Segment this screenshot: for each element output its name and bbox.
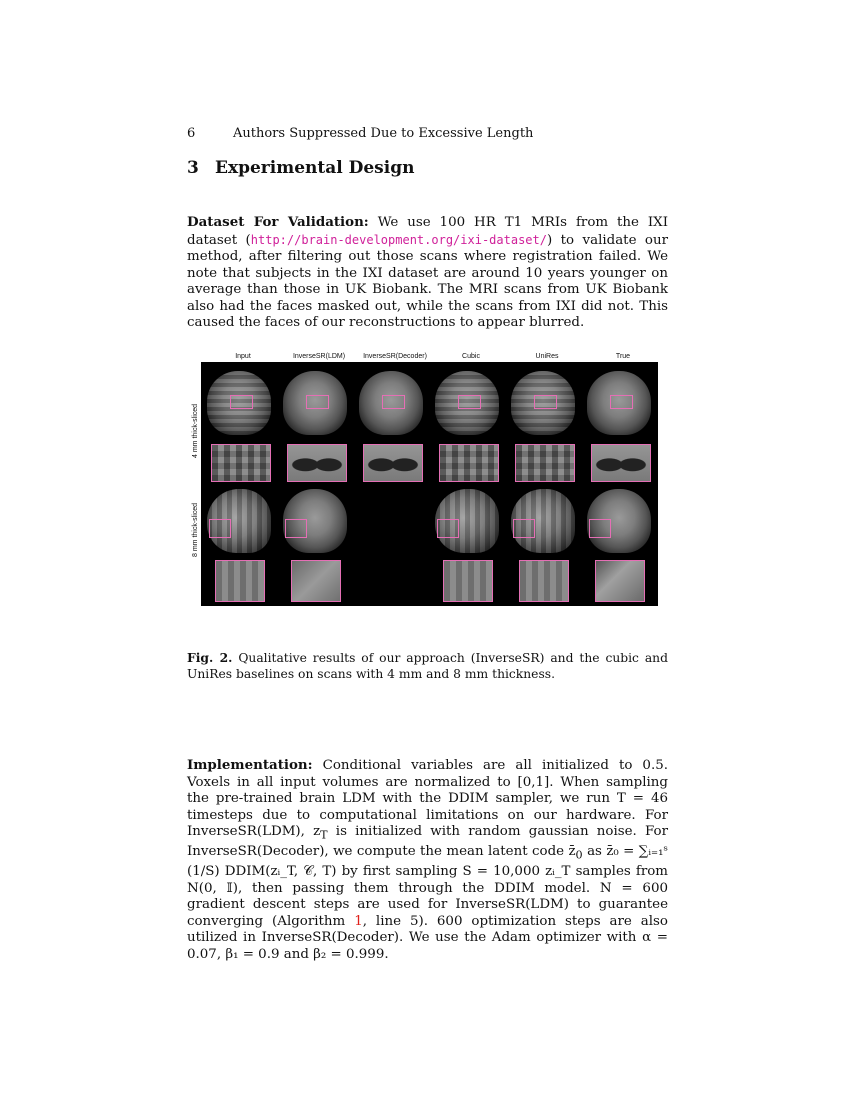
zoom-4mm-true <box>591 444 651 482</box>
running-title: Authors Suppressed Due to Excessive Length <box>233 126 534 141</box>
impl-text-4: , line 5). 600 optimization steps are also utilized in InverseSR(Decoder). We use the Adam optimizer with α = 0.07, β₁ = 0.9 and β₂ = 0.999. <box>187 913 668 962</box>
mri-4mm-unires <box>505 364 581 440</box>
dataset-text-1: We use 100 HR T1 MRIs from the IXI dataset ( <box>187 215 668 248</box>
dataset-heading: Dataset For Validation: <box>187 214 369 230</box>
mri-4mm-cubic <box>429 364 505 440</box>
caption-label: Fig. 2. <box>187 650 233 665</box>
algorithm-reference-link[interactable]: 1 <box>354 913 363 929</box>
mri-8mm-unires <box>505 482 581 558</box>
zoom-4mm-inversesr-decoder <box>363 444 423 482</box>
dataset-text-2: ) to validate our method, after filtering out those scans where registration failed. We note that subjects in the IXI dataset are around 10 years younger on average than those in UK Biobank. The MRI scans from UK Biobank also had the faces masked out, while the scans from IXI did not. This caused the faces of our reconstructions to appear blurred. <box>187 232 669 330</box>
zoom-4mm-unires <box>515 444 575 482</box>
figure-caption <box>187 650 668 682</box>
impl-text-2: is initialized with random gaussian noise. For InverseSR(Decoder), we compute the mean latent code z̄ <box>187 824 668 860</box>
column-label-unires: UniRes <box>535 353 559 360</box>
zoom-8mm-true <box>595 560 645 602</box>
mri-4mm-input <box>201 364 277 440</box>
mri-4mm-inversesr-decoder <box>353 364 429 440</box>
row-label-4mm: 4 mm thick-sliced <box>192 403 199 458</box>
section-title-text: Experimental Design <box>215 158 415 178</box>
mri-8mm-cubic <box>429 482 505 558</box>
zoom-4mm-cubic <box>439 444 499 482</box>
implementation-paragraph <box>187 757 668 963</box>
column-label-cubic: Cubic <box>462 353 480 360</box>
mri-8mm-true <box>581 482 657 558</box>
mri-8mm-inversesr-ldm <box>277 482 353 558</box>
impl-sub-1: T <box>320 828 328 842</box>
zoom-8mm-input <box>215 560 265 602</box>
caption-text: Qualitative results of our approach (InverseSR) and the cubic and UniRes baselines on scans with 4 mm and 8 mm thickness. <box>187 651 668 681</box>
impl-text-1: Conditional variables are all initialized to 0.5. Voxels in all input volumes are normalized to [0,1]. When sampling the pre-trained brain LDM with the DDIM sampler, we run T = 46 timesteps due to computational limitations on our hardware. For InverseSR(LDM), z <box>187 758 668 839</box>
mri-4mm-inversesr-ldm <box>277 364 353 440</box>
zoom-8mm-unires <box>519 560 569 602</box>
impl-text-3: as z̄₀ = ∑ᵢ₌₁ˢ (1/S) DDIM(zᵢ_T, 𝒞, T) by first sampling S = 10,000 zᵢ_T samples from N(0, 𝕀), then passing them through the DDIM model. N = 600 gradient descent steps are used for InverseSR(LDM) to guarantee converging (Algorithm <box>187 844 668 929</box>
zoom-8mm-cubic <box>443 560 493 602</box>
figure-image-grid <box>201 362 658 606</box>
figure-2 <box>187 345 667 607</box>
impl-sub-2: 0 <box>575 848 583 862</box>
row-label-8mm: 8 mm thick-sliced <box>192 502 199 557</box>
dataset-url-link[interactable]: http://brain-development.org/ixi-dataset/ <box>250 232 547 247</box>
section-number: 3 <box>187 158 199 178</box>
column-label-inversesr-decoder: InverseSR(Decoder) <box>363 353 427 360</box>
zoom-4mm-input <box>211 444 271 482</box>
mri-4mm-true <box>581 364 657 440</box>
column-label-input: Input <box>235 353 251 360</box>
section-title <box>187 158 414 178</box>
page-number: 6 <box>187 126 196 141</box>
mri-8mm-input <box>201 482 277 558</box>
column-label-inversesr-ldm: InverseSR(LDM) <box>292 353 346 360</box>
column-label-true: True <box>615 353 631 360</box>
running-header <box>187 126 533 141</box>
zoom-4mm-inversesr-ldm <box>287 444 347 482</box>
zoom-8mm-inversesr-ldm <box>291 560 341 602</box>
implementation-heading: Implementation: <box>187 757 313 773</box>
dataset-paragraph <box>187 214 668 332</box>
